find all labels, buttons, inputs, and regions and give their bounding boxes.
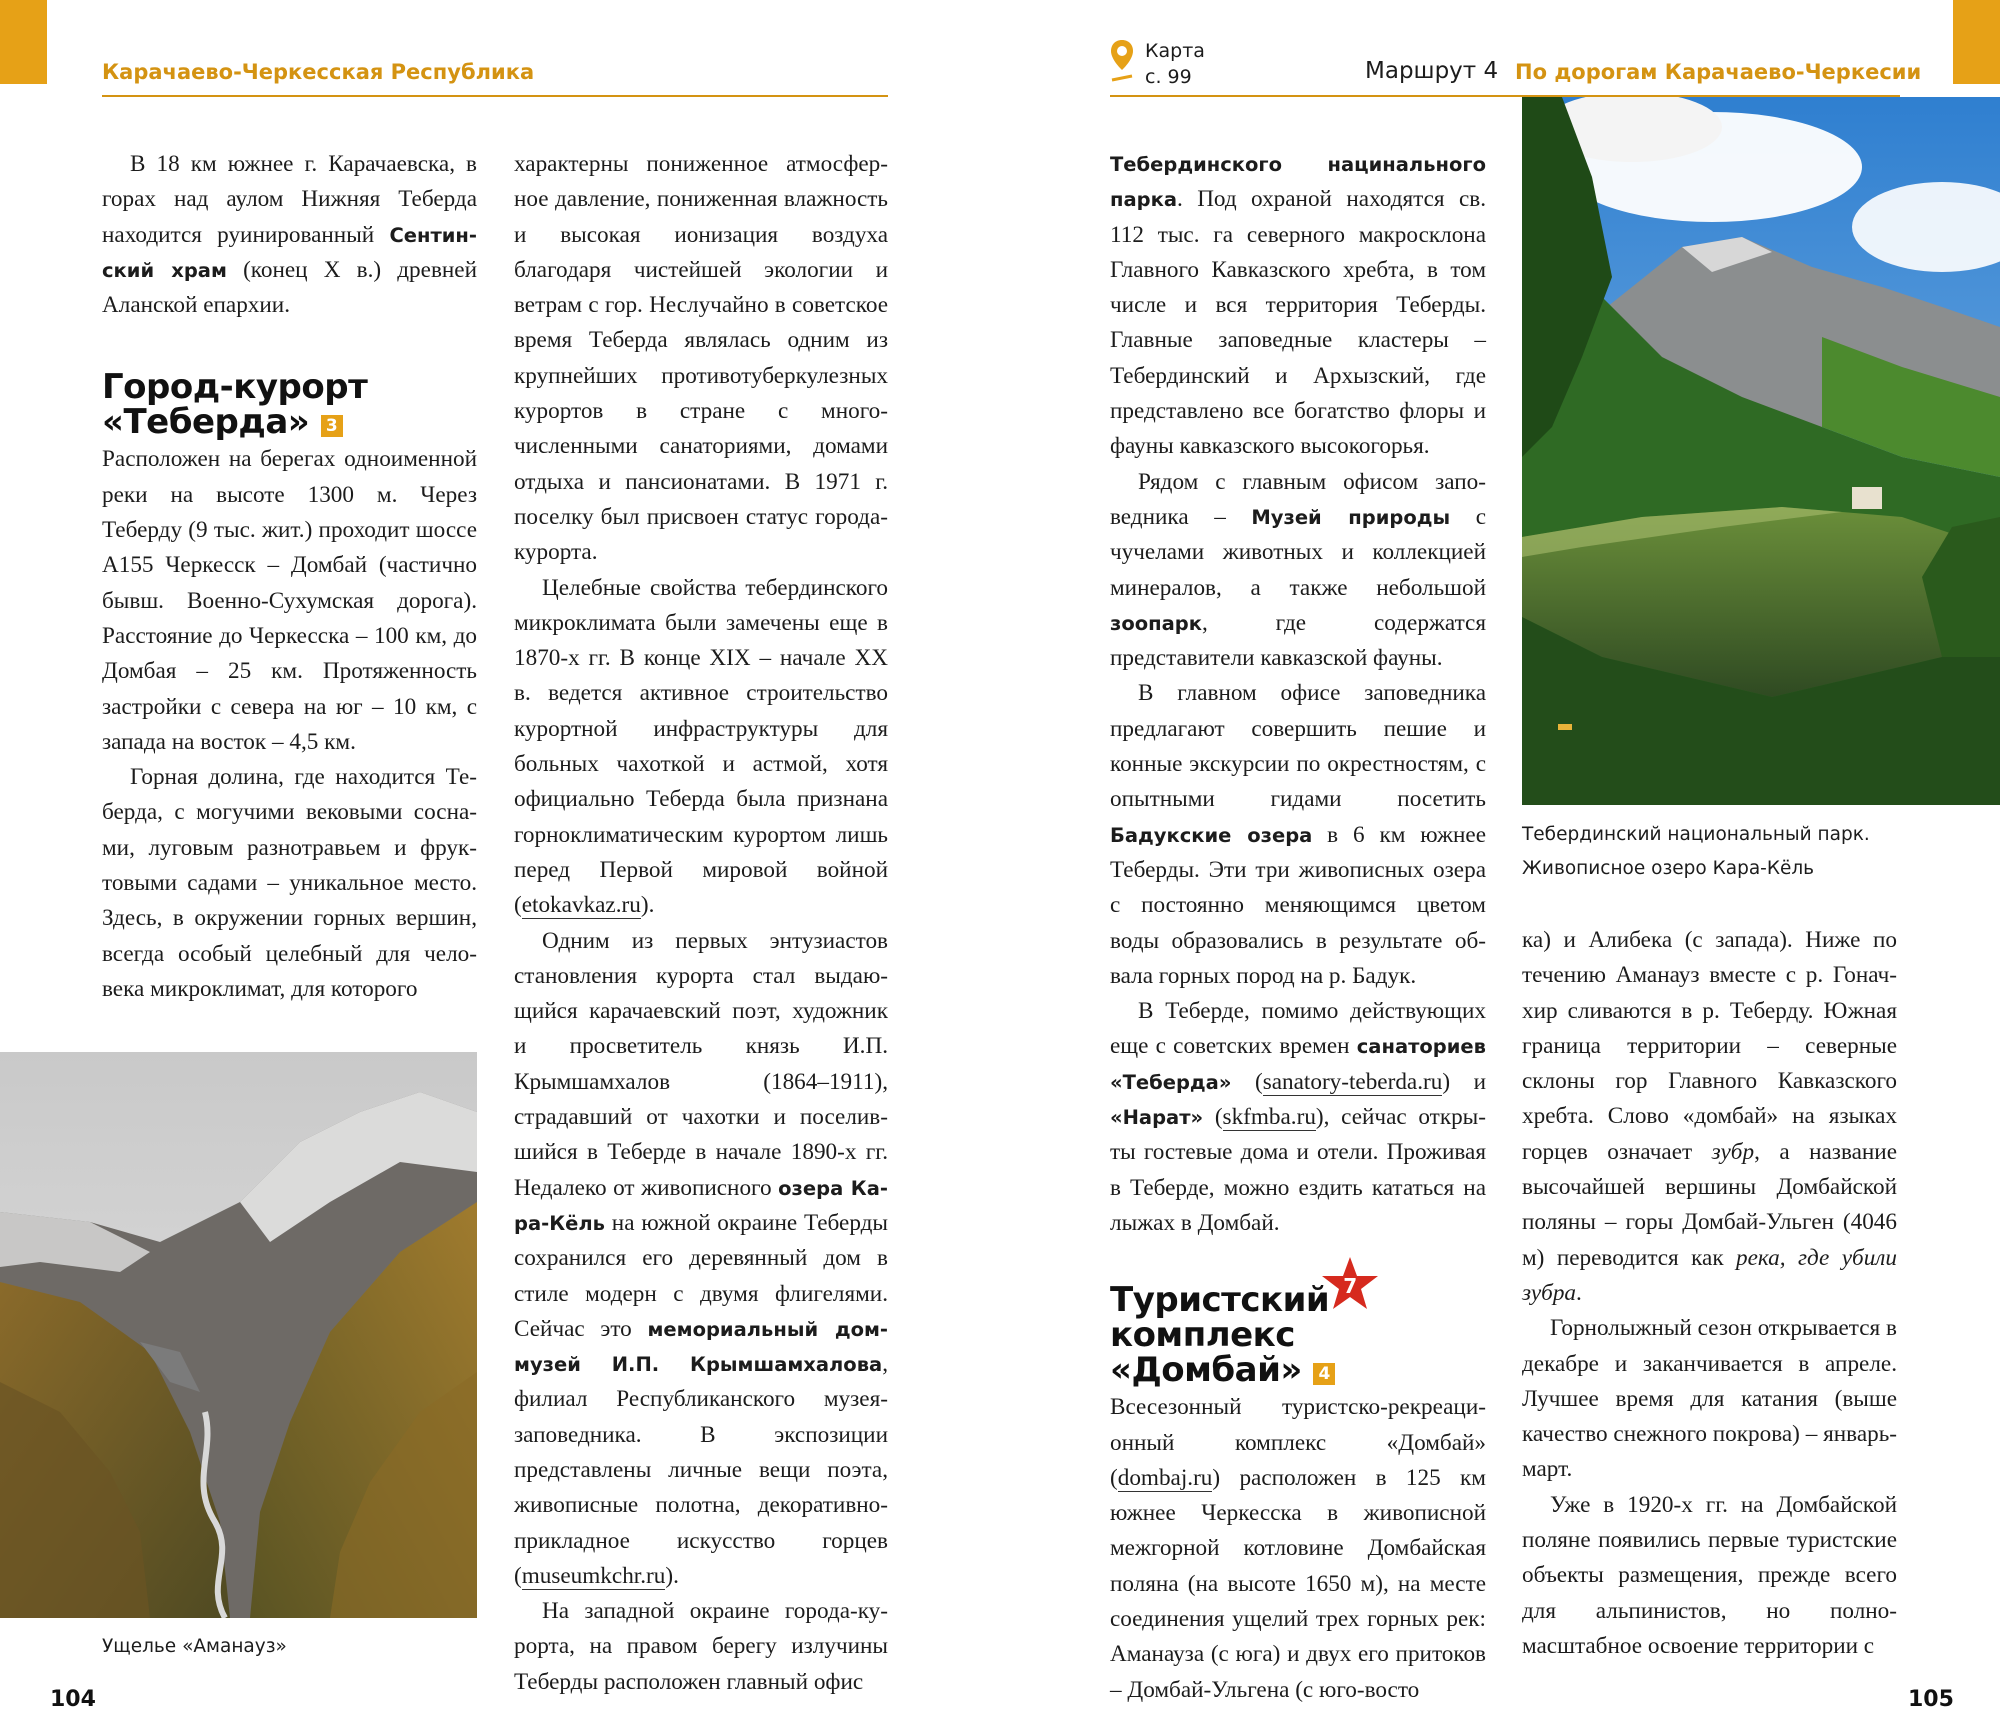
gorge-photo-caption: Ущелье «Аманауз»	[102, 1636, 287, 1657]
left-col2	[514, 147, 888, 1700]
paragraph: Тебердинского нацинального парка. Под охраной находятся св. 112 тыс. га северного макросклона Главного Кавказского хребта, в том числе и вся территория Теберды. Главные заповедные кластеры – Тебердинский и Архызский, где представлено все богатство флоры и фауны кавказского высокогорья.	[1110, 153, 1486, 460]
paragraph: В Теберде, помимо действующих еще с советских времен санаториев «Теберда» (sanatory-teberda.ru) и «Нарат» (skfmba.ru), сейчас открыты гостевые дома и отели. Проживая в Теберде, можно ездить кататься на лыжах в Домбай.	[1110, 998, 1486, 1236]
website-link[interactable]: museumkchr.ru	[521, 1562, 666, 1589]
lake-photo-caption: Тебердинский национальный парк. Живописное озеро Кара-Кёль	[1522, 824, 1870, 879]
left-header-rule	[102, 95, 888, 97]
bold-term: Тебердинского нацинального парка	[1110, 153, 1486, 212]
left-page-number: 104	[50, 1687, 96, 1712]
star-icon	[1320, 1255, 1380, 1311]
route-label: Маршрут 4	[1365, 58, 1499, 84]
right-col2	[1522, 923, 1897, 1664]
website-link[interactable]: sanatory-teberda.ru	[1262, 1068, 1443, 1095]
section-heading: Город-курорт «Теберда» 3	[102, 367, 368, 443]
paragraph: характерны пониженное атмосферное давление, пониженная влажность и высокая ионизация воздуха благодаря чистейшей экологии и ветрам с гор. Неслучайно в советское время Теберда являлась одним из крупнейших противотуберкулезных курортов в стране с многочисленными санаториями, домами отдыха и пансионатами. В 1971 г. поселку был присвоен статус города-курорта.	[514, 151, 888, 566]
bold-term: «Нарат»	[1110, 1106, 1204, 1130]
map-badge: 3	[321, 415, 343, 437]
left-running-header: Карачаево-Черкесская Республика	[102, 60, 535, 84]
website-link[interactable]: skfmba.ru	[1222, 1104, 1316, 1131]
bold-term: озера Кара-Кёль	[514, 1176, 888, 1235]
map-pin-icon	[1109, 38, 1135, 84]
website-link[interactable]: dombaj.ru	[1117, 1464, 1213, 1491]
bold-term: зоопарк	[1110, 611, 1202, 635]
route-title: По дорогам Карачаево-Черкесии	[1515, 60, 1922, 84]
left-col1	[102, 147, 477, 1007]
paragraph: Горнолыжный сезон открывается в декабре и заканчивается в апреле. Лучшее время для катания (выше качество снежного покрова) – январь-март.	[1522, 1315, 1897, 1483]
left-edge-tab	[0, 0, 47, 84]
bold-term: Музей природы	[1251, 505, 1451, 529]
bold-term: Сентинский храм	[102, 223, 477, 282]
right-edge-tab	[1953, 0, 2000, 84]
paragraph: В главном офисе заповедника предлагают совершить пешие и конные экскурсии по окрестностям, с опытными гидами посетить Бадукские озера в 6 км южнее Теберды. Эти три живописных озера с постоянно меняющимся цветом воды образовались в результате обвала горных пород на р. Бадук.	[1110, 680, 1486, 989]
section-heading: Туристский комплекс «Домбай» 4 7	[1110, 1283, 1486, 1388]
gorge-photo	[0, 1052, 477, 1618]
paragraph: В 18 км южнее г. Карачаевска, в горах над аулом Нижняя Теберда находится руинированный Сентинский храм (конец X в.) древней Аланской епархии.	[102, 151, 477, 319]
paragraph: Целебные свойства тебердинского микроклимата были замечены еще в 1870-х гг. В конце XIX – начале XX в. ведется активное строительство курортной инфраструктуры для больных чахоткой и астмой, хотя официально Теберда была признана горноклиматическим курортом лишь перед Первой мировой войной (etokavkaz.ru).	[514, 574, 888, 919]
paragraph: Горная долина, где находится Теберда, с могучими вековыми соснами, луговым разнотравьем и фруктовыми садами – уникальное место. Здесь, в окружении горных вершин, всегда особый целебный для человека микроклимат, для которого	[102, 764, 477, 1002]
right-page-number: 105	[1908, 1687, 1954, 1712]
paragraph: Рядом с главным офисом заповедника – Музей природы с чучелами животных и коллекцией минералов, а также небольшой зоопарк, где содержатся представители кавказской фауны.	[1110, 468, 1486, 672]
right-col1	[1110, 147, 1486, 1708]
map-badge: 4	[1313, 1363, 1335, 1385]
star-number: 7	[1343, 1274, 1357, 1299]
map-reference: Карта с. 99	[1145, 40, 1205, 88]
paragraph: Всесезонный туристско-рекреационный комплекс «Домбай» (dombaj.ru) расположен в 125 км южнее Черкесска в живописной межгорной котловине Домбайская поляна (на высоте 1650 м), на месте соединения ущелий трех горных рек: Аманауза (с юга) и двух его притоков – Домбай-Ульгена (с юго-восто	[1110, 1394, 1486, 1703]
paragraph: Расположен на берегах одноименной реки на высоте 1300 м. Через Теберду (9 тыс. жит.) проходит шоссе А155 Черкесск – Домбай (частично бывш. Военно-Сухумская дорога). Расстояние до Черкесска – 100 км, до Домбая – 25 км. Протяженность застройки с севера на юг – 10 км, с запада на восток – 4,5 км.	[102, 446, 477, 755]
paragraph: Одним из первых энтузиастов становления курорта стал выдающийся карачаевский поэт, художник и просветитель князь И.П. Крымшамхалов (1864–1911), страдавший от чахотки и поселившийся в Теберде в начале 1890-х гг. Недалеко от живописного озера Кара-Кёль на южной окраине Теберды сохранился его деревянный дом в стиле модерн с двумя флигелями. Сейчас это мемориальный дом-музей И.П. Крымшамхалова, филиал Республиканского музея-заповедника. В экспозиции представлены личные вещи поэта, живописные полотна, декоративно-прикладное искусство горцев (museumkchr.ru).	[514, 927, 888, 1589]
lake-photo	[1522, 97, 2000, 805]
website-link[interactable]: etokavkaz.ru	[521, 892, 641, 919]
bold-term: мемориальный дом-музей И.П. Крымшамхалова	[514, 1317, 888, 1377]
paragraph: Уже в 1920-х гг. на Домбайской поляне появились первые туристские объекты размещения, прежде всего для альпинистов, но полномасштабное освоение территории с	[1522, 1491, 1897, 1659]
paragraph: ка) и Алибека (с запада). Ниже по течению Аманауз вместе с р. Гоначхир сливаются в р. Теберду. Южная граница территории – северные склоны гор Главного Кавказского хребта. Слово «домбай» на языках горцев означает зубр, а название высочайшей вершины Домбайской поляны – горы Домбай-Ульген (4046 м) переводится как река, где убили зубра.	[1522, 927, 1898, 1306]
bold-term: Бадукские озера	[1110, 823, 1313, 847]
paragraph: На западной окраине города-курорта, на правом берегу излучины Теберды расположен главный офис	[514, 1598, 888, 1695]
bold-term: санаториев «Теберда»	[1110, 1035, 1486, 1094]
